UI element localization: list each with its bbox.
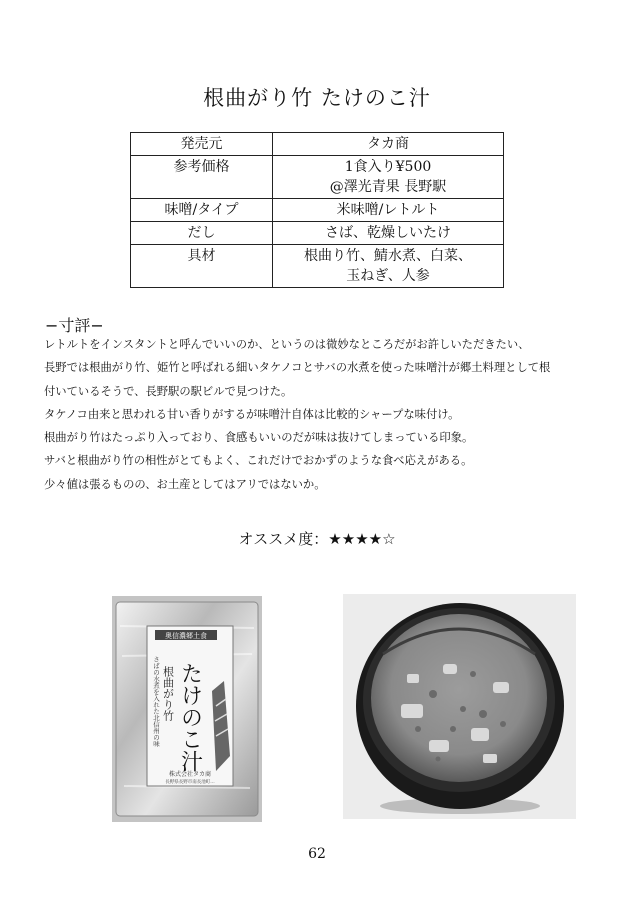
- spec-value: 米味噌/レトルト: [273, 199, 504, 222]
- spec-row: [131, 222, 504, 245]
- review-heading: −寸評−: [45, 316, 104, 335]
- review-line: レトルトをインスタントと呼んでいいのか、というのは微妙なところだがお許しいただきたい、: [44, 338, 530, 351]
- spec-table: [130, 132, 504, 288]
- spec-value: タカ商: [273, 133, 504, 156]
- package-illustration: [112, 596, 262, 822]
- recommendation-rating: オススメ度：★★★★☆: [238, 530, 396, 548]
- spec-key: 味噌/タイプ: [131, 199, 273, 222]
- spec-value: 根曲り竹、鯖水煮、白菜、 玉ねぎ、人参: [273, 245, 504, 288]
- page-title: 根曲がり竹 たけのこ汁: [203, 86, 431, 110]
- page-number: 62: [308, 846, 326, 862]
- review-line: サバと根曲がり竹の相性がとてもよく、これだけでおかずのような食べ応えがある。: [44, 454, 473, 468]
- package-label-top: 奥信濃郷土食: [165, 632, 207, 640]
- soup-photo: [343, 594, 576, 819]
- review-line: タケノコ由来と思われる甘い香りがするが味噌汁自体は比較的シャープな味付け。: [44, 407, 460, 421]
- spec-key: 参考価格: [131, 156, 273, 199]
- package-photo: [112, 596, 262, 822]
- package-maker: 株式会社タカ商: [168, 771, 212, 778]
- spec-key: 発売元: [131, 133, 273, 156]
- package-label-sub: 根曲がり竹: [161, 666, 175, 721]
- spec-row: [131, 245, 504, 288]
- review-line: 長野では根曲がり竹、姫竹と呼ばれる細いタケノコとサバの水煮を使った味噌汁が郷土料理として根: [44, 361, 551, 375]
- spec-key: 具材: [131, 245, 273, 288]
- spec-row: [131, 156, 504, 199]
- spec-value: さば、乾燥しいたけ: [273, 222, 504, 245]
- package-label-side: さばの水煮を入れた北信州の味: [152, 656, 160, 747]
- spec-key: だし: [131, 222, 273, 245]
- soup-bowl-illustration: [343, 594, 576, 819]
- spec-value: 1食入り¥500 @澤光青果 長野駅: [273, 156, 504, 199]
- review-line: 付いているそうで、長野駅の駅ビルで見つけた。: [44, 384, 293, 398]
- spec-row: [131, 133, 504, 156]
- spec-row: [131, 199, 504, 222]
- review-text: [44, 333, 604, 496]
- package-label-main: たけのこ汁: [177, 662, 203, 772]
- package-address: 長野県長野市南長池町…: [165, 780, 215, 785]
- review-line: 根曲がり竹はたっぷり入っており、食感もいいのだが味は抜けてしまっている印象。: [44, 431, 474, 445]
- review-line: 少々値は張るものの、お土産としてはアリではないか。: [44, 477, 326, 491]
